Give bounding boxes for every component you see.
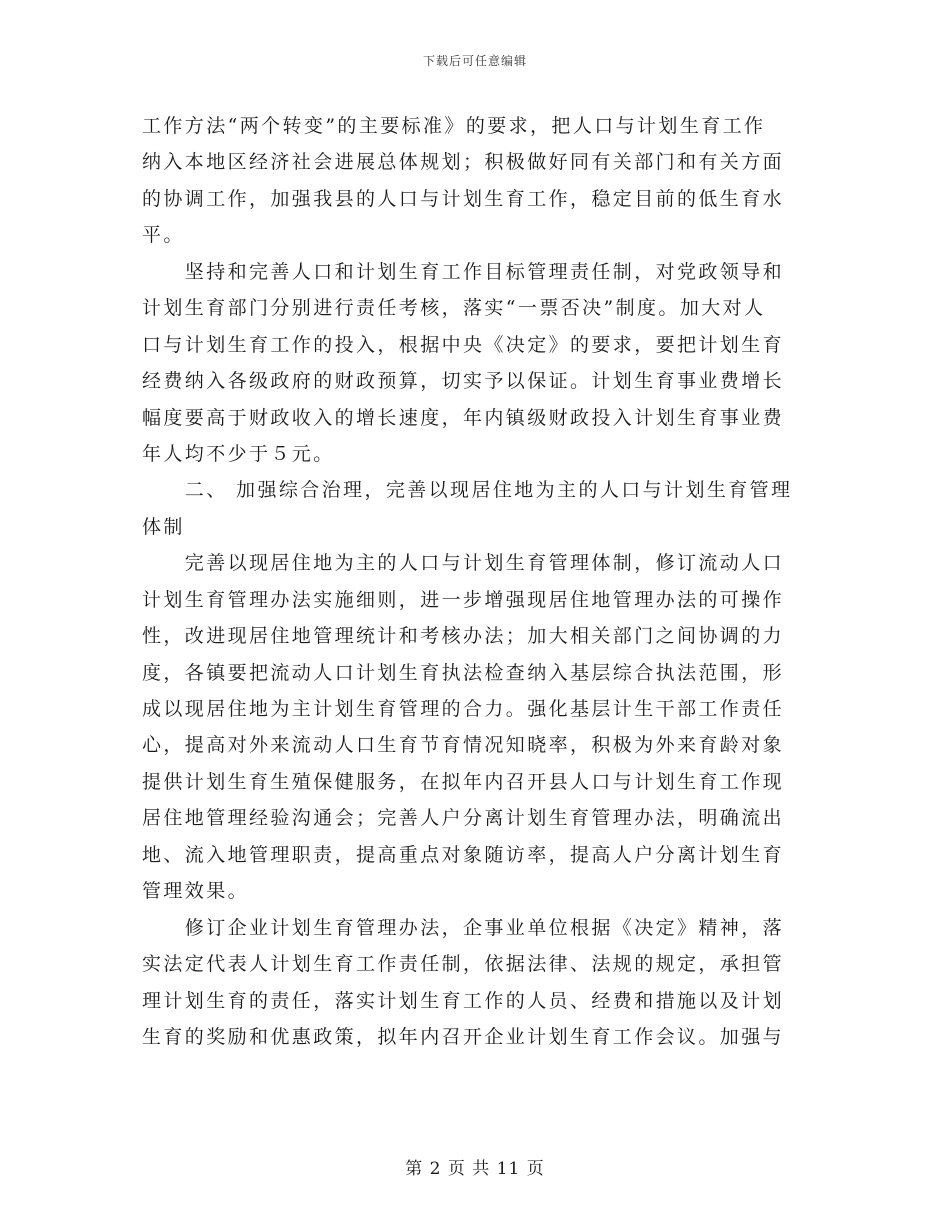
text-line: 成以现居住地为主计划生育管理的合力。强化基层计生干部工作责任 [142, 698, 785, 720]
text-line: 计划生育管理办法实施细则，进一步增强现居住地管理办法的可操作 [142, 588, 785, 611]
text-line: 纳入本地区经济社会进展总体规划；积极做好同有关部门和有关方面 [142, 151, 785, 174]
text-line: 修订企业计划生育管理办法，企事业单位根据《决定》精神，落 [142, 916, 785, 939]
text-line: 管理效果。 [142, 880, 250, 903]
text-line: 工作方法“两个转变”的主要标准》的要求，把人口与计划生育工作 [142, 115, 766, 137]
text-line: 口与计划生育工作的投入，根据中央《决定》的要求，要把计划生育 [142, 333, 785, 356]
text-line: 提供计划生育生殖保健服务，在拟年内召开县人口与计划生育工作现 [142, 770, 785, 793]
text-line: 居住地管理经验沟通会；完善人户分离计划生育管理办法，明确流出 [142, 807, 785, 830]
text-line: 完善以现居住地为主的人口与计划生育管理体制，修订流动人口 [142, 552, 785, 575]
text-line: 年人均不少于５元。 [142, 442, 335, 465]
page-number-footer: 第 2 页 共 11 页 [405, 1159, 545, 1179]
section-heading: 二、 加强综合治理，完善以现居住地为主的人口与计划生育管理 [142, 479, 793, 502]
text-line: 幅度要高于财政收入的增长速度，年内镇级财政投入计划生育事业费 [142, 406, 785, 429]
page-header: 下载后可任意编辑 [422, 54, 527, 68]
text-line: 地、流入地管理职责，提高重点对象随访率，提高人户分离计划生育 [142, 843, 785, 866]
text-line: 心，提高对外来流动人口生育节育情况知晓率，积极为外来育龄对象 [142, 734, 785, 757]
text-line: 度，各镇要把流动人口计划生育执法检查纳入基层综合执法范围，形 [142, 661, 785, 684]
text-line: 理计划生育的责任，落实计划生育工作的人员、经费和措施以及计划 [142, 989, 785, 1012]
text-line: 的协调工作，加强我县的人口与计划生育工作，稳定目前的低生育水 [142, 187, 785, 210]
text-line: 生育的奖励和优惠政策，拟年内召开企业计划生育工作会议。加强与 [142, 1025, 785, 1048]
text-line: 计划生育部门分别进行责任考核，落实“一票否决”制度。加大对人 [142, 297, 766, 320]
text-line: 平。 [142, 224, 185, 247]
text-line: 坚持和完善人口和计划生育工作目标管理责任制，对党政领导和 [142, 260, 785, 283]
text-line: 实法定代表人计划生育工作责任制，依据法律、法规的规定，承担管 [142, 953, 785, 976]
section-heading: 体制 [142, 515, 185, 538]
text-line: 性，改进现居住地管理统计和考核办法；加大相关部门之间协调的力 [142, 625, 785, 648]
document-body [142, 108, 808, 1055]
text-line: 经费纳入各级政府的财政预算，切实予以保证。计划生育事业费增长 [142, 370, 785, 393]
